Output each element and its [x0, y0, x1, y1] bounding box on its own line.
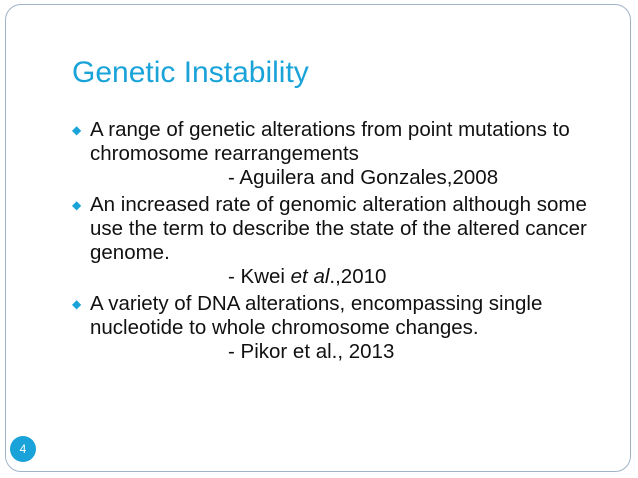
diamond-bullet-icon: ◆	[72, 123, 82, 137]
slide-title: Genetic Instability	[72, 56, 309, 89]
citation-prefix: - Kwei	[228, 265, 291, 288]
citation	[70, 265, 610, 289]
citation: - Pikor et al., 2013	[228, 340, 395, 363]
bullet-text: A range of genetic alterations from point mutations to chromosome rearrangements	[90, 118, 570, 165]
citation: - Aguilera and Gonzales,2008	[228, 166, 499, 189]
bullet-item	[70, 118, 610, 166]
citation-suffix: .,2010	[329, 265, 387, 288]
bullet-text: An increased rate of genomic alteration although some use the term to describe the state of the altered cancer genome.	[90, 193, 587, 264]
bullet-item	[70, 292, 610, 340]
bullet-list	[70, 118, 610, 367]
citation-italic: et al	[290, 265, 330, 288]
diamond-bullet-icon: ◆	[72, 198, 82, 212]
diamond-bullet-icon: ◆	[72, 297, 82, 311]
page-number-badge: 4	[10, 436, 36, 462]
bullet-text: A variety of DNA alterations, encompassing single nucleotide to whole chromosome changes.	[90, 292, 543, 339]
bullet-item	[70, 193, 610, 265]
